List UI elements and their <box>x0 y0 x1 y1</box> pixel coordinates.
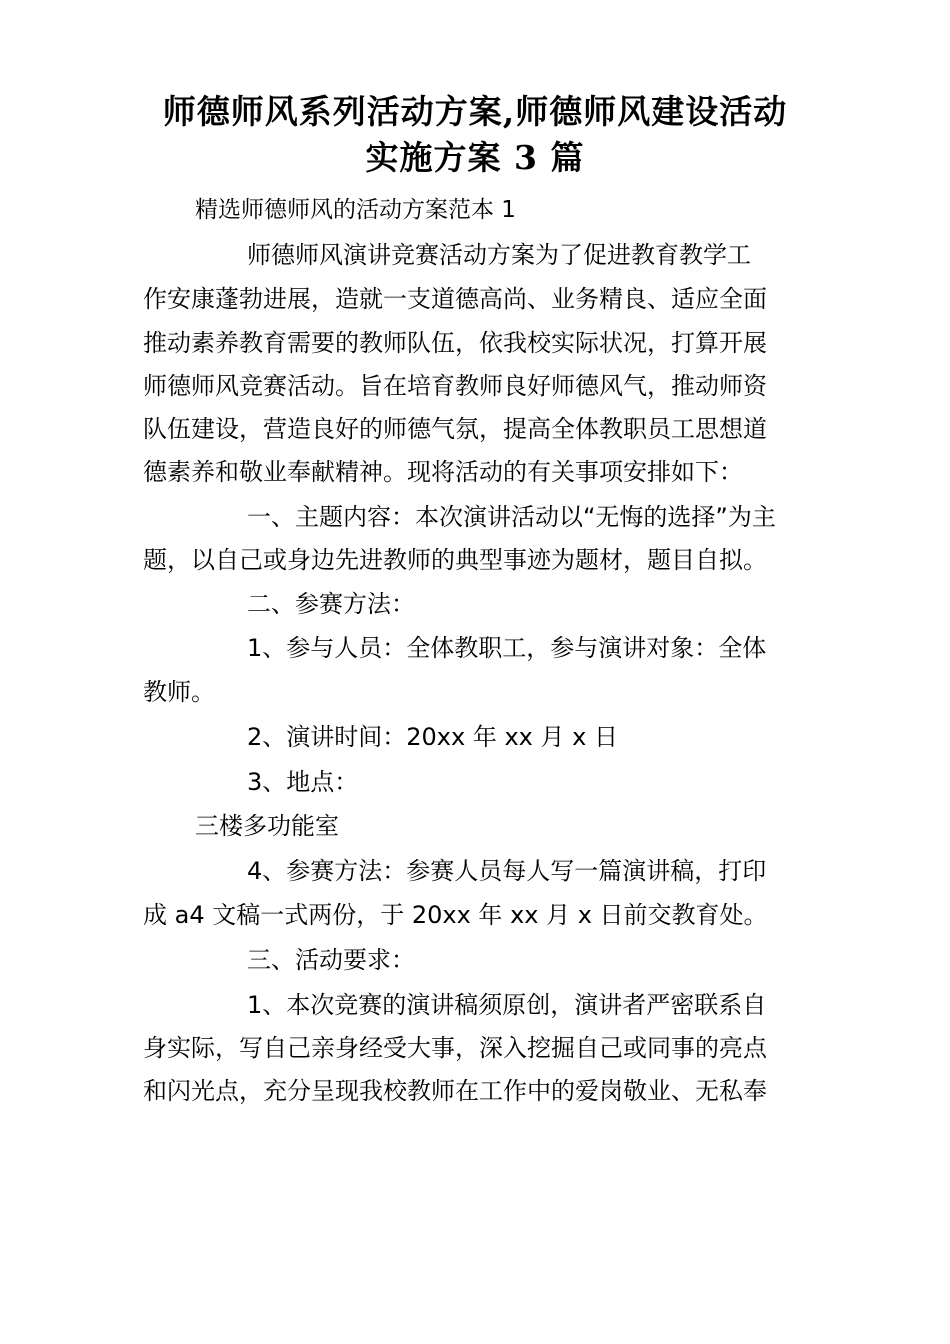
paragraph-line: 三楼多功能室 <box>195 812 339 840</box>
paragraph-line: 教师。 <box>143 678 215 706</box>
paragraph-line: 德素养和敬业奉献精神。现将活动的有关事项安排如下： <box>143 458 743 486</box>
paragraph-line: 和闪光点，充分呈现我校教师在工作中的爱岗敬业、无私奉 <box>143 1077 767 1105</box>
paragraph-line: 4、参赛方法：参赛人员每人写一篇演讲稿，打印 <box>247 857 767 885</box>
document-title-line-2: 实施方案 3 篇 <box>365 138 585 177</box>
paragraph-line: 三、活动要求： <box>247 946 415 974</box>
document-title-line-1: 师德师风系列活动方案,师德师风建设活动 <box>162 92 788 131</box>
paragraph-line: 2、演讲时间：20xx 年 xx 月 x 日 <box>247 723 618 751</box>
paragraph-line: 二、参赛方法： <box>247 590 415 618</box>
paragraph-line: 师德师风演讲竞赛活动方案为了促进教育教学工 <box>247 241 751 269</box>
section-subtitle: 精选师德师风的活动方案范本 1 <box>195 197 516 223</box>
paragraph-line: 题，以自己或身边先进教师的典型事迹为题材，题目自拟。 <box>143 546 767 574</box>
paragraph-line: 成 a4 文稿一式两份，于 20xx 年 xx 月 x 日前交教育处。 <box>143 901 768 929</box>
paragraph-line: 身实际，写自己亲身经受大事，深入挖掘自己或同事的亮点 <box>143 1034 767 1062</box>
paragraph-line: 师德师风竞赛活动。旨在培育教师良好师德风气，推动师资 <box>143 372 767 400</box>
paragraph-line: 一、主题内容：本次演讲活动以“无悔的选择”为主 <box>247 503 776 531</box>
paragraph-line: 作安康蓬勃进展，造就一支道德高尚、业务精良、适应全面 <box>143 285 767 313</box>
paragraph-line: 推动素养教育需要的教师队伍，依我校实际状况，打算开展 <box>143 329 767 357</box>
paragraph-line: 1、参与人员：全体教职工，参与演讲对象：全体 <box>247 634 767 662</box>
paragraph-line: 3、地点： <box>247 768 359 796</box>
paragraph-line: 1、本次竞赛的演讲稿须原创，演讲者严密联系自 <box>247 991 767 1019</box>
paragraph-line: 队伍建设，营造良好的师德气氛，提高全体教职员工思想道 <box>143 415 767 443</box>
